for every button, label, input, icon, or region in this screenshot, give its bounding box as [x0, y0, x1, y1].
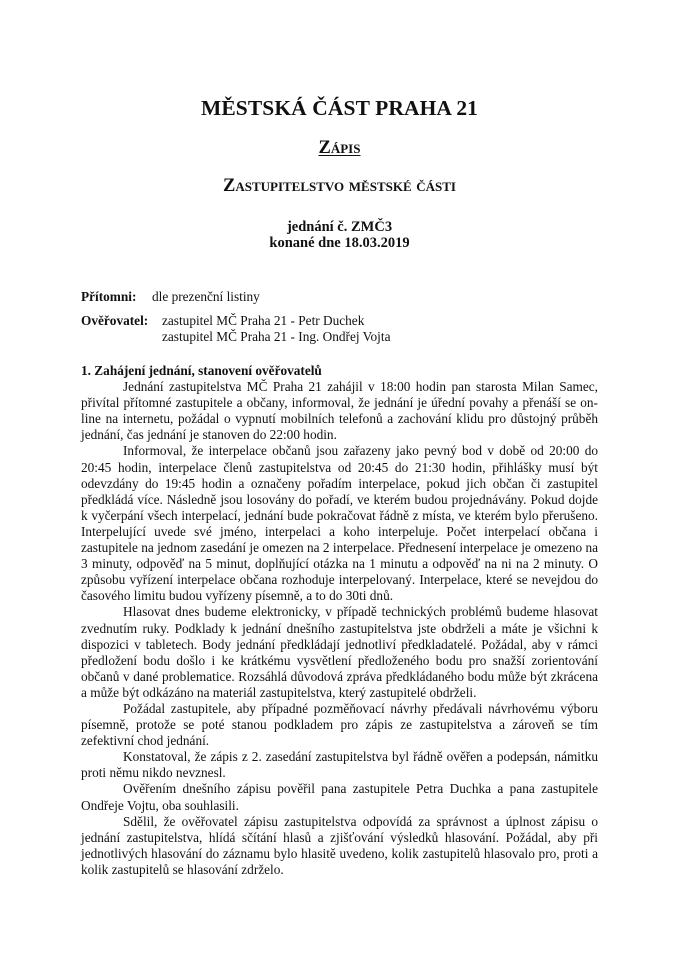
paragraph-verifiers-assigned: Ověřením dnešního zápisu pověřil pana zastupitele Petra Duchka a pana zastupitele Ondřeje Vojtu, oba souhlasili.: [81, 781, 598, 813]
verifiers-row: [81, 313, 598, 345]
paragraph-previous-minutes: Konstatoval, že zápis z 2. zasedání zastupitelstva byl řádně ověřen a podepsán, námitku proti němu nikdo nevznesl.: [81, 749, 598, 781]
meeting-number: jednání č. ZMČ3: [286, 219, 393, 235]
section-heading: 1. Zahájení jednání, stanovení ověřovatelů: [81, 363, 322, 378]
verifier-item: zastupitel MČ Praha 21 - Ing. Ondřej Vojta: [162, 329, 391, 344]
paragraph-opening: Jednání zastupitelstva MČ Praha 21 zahájil v 18:00 hodin pan starosta Milan Samec, přivítal přítomné zastupitele a občany, informoval, že jednání je úřední povahy a přenáší se on-line na internetu, požádal o vypnutí mobilních telefonů a zachování klidu pro důstojný průběh jednání, čas jednání je stanoven do 22:00 hodin.: [81, 379, 598, 443]
present-value: dle prezenční listiny: [152, 289, 260, 304]
present-label: Přítomni:: [81, 289, 137, 304]
verifiers-list: [162, 313, 390, 345]
paragraph-amendments: Požádal zastupitele, aby případné pozměňovací návrhy předávali návrhovému výboru písemně, protože se poté stanou podkladem pro zápis ze zastupitelstva a zároveň se tím zefektivní chod jednání.: [81, 700, 598, 749]
paragraph-verifier-duties: Sdělil, že ověřovatel zápisu zastupitelstva odpovídá za správnost a úplnost zápisu o jednání zastupitelstva, hlídá sčítání hlasů a zjišťování výsledků hlasování. Požádal, aby při jednotlivých hlasování do záznamu bylo hlasitě uvedeno, kolik zastupitelů hlasovalo pro, proti a kolik zastupitelů se hlasování zdrželo.: [81, 813, 598, 877]
meeting-info: [81, 219, 598, 251]
paragraph-interpellations: Informoval, že interpelace občanů jsou zařazeny jako pevný bod v době od 20:00 do 20:45 hodin, interpelace členů zastupitelstva od 20:45 do 21:30 hodin, přihlášky musí být odevzdány do 19:45 hodin a označeny pořadím interpelace, pokud jich občan či zastupitel předkládá více. Následně jsou losovány do pořadí, ve kterém budou projednávány. Pokud dojde k vyčerpání všech interpelací, jednání bude pokračovat řádně z místa, ve kterém bylo přerušeno. Interpelující uvede své jméno, interpelaci a koho interpeluje. Počet interpelací občana i zastupitele na jednom zasedání je omezen na 2 interpelace. Přednesení interpelace je omezeno na 3 minuty, odpověď na 5 minut, doplňující otázka na 1 minutu a odpověď na ni na 2 minuty. O způsobu vyřízení interpelace občana rozhoduje interpelovaný. Interpelace, které se nevejdou do časového limitu budou vyřízeny písemně, a to do 30ti dnů.: [81, 443, 598, 604]
paragraph-voting: Hlasovat dnes budeme elektronicky, v případě technických problémů budeme hlasovat zvednutím ruky. Podklady k jednání dnešního zastupitelstva jste obdrželi a máte je všichni k dispozici v tabletech. Body jednání předkládají jednotliví předkladatelé. Požádal, aby v rámci předložení bodu došlo i ke krátkému vysvětlení předloženého bodu pro snažší zorientování občanů v dané problematice. Rozsáhlá důvodová zpráva předkládaného bodu může být zkrácena a může být odkázáno na materiál zastupitelstva, který zastupitelé obdrželi.: [81, 604, 598, 700]
verifier-item: zastupitel MČ Praha 21 - Petr Duchek: [162, 313, 365, 328]
present-row: [81, 289, 598, 305]
document-type-title: Zápis: [318, 138, 361, 158]
meeting-date: konané dne 18.03.2019: [269, 235, 410, 251]
governing-body-title: Zastupitelstvo městské části: [222, 176, 456, 196]
section-opening: [81, 363, 598, 878]
attendance-block: [81, 289, 598, 345]
municipality-title: MĚSTSKÁ ČÁST PRAHA 21: [200, 96, 479, 120]
verifiers-label: Ověřovatel:: [81, 313, 149, 328]
